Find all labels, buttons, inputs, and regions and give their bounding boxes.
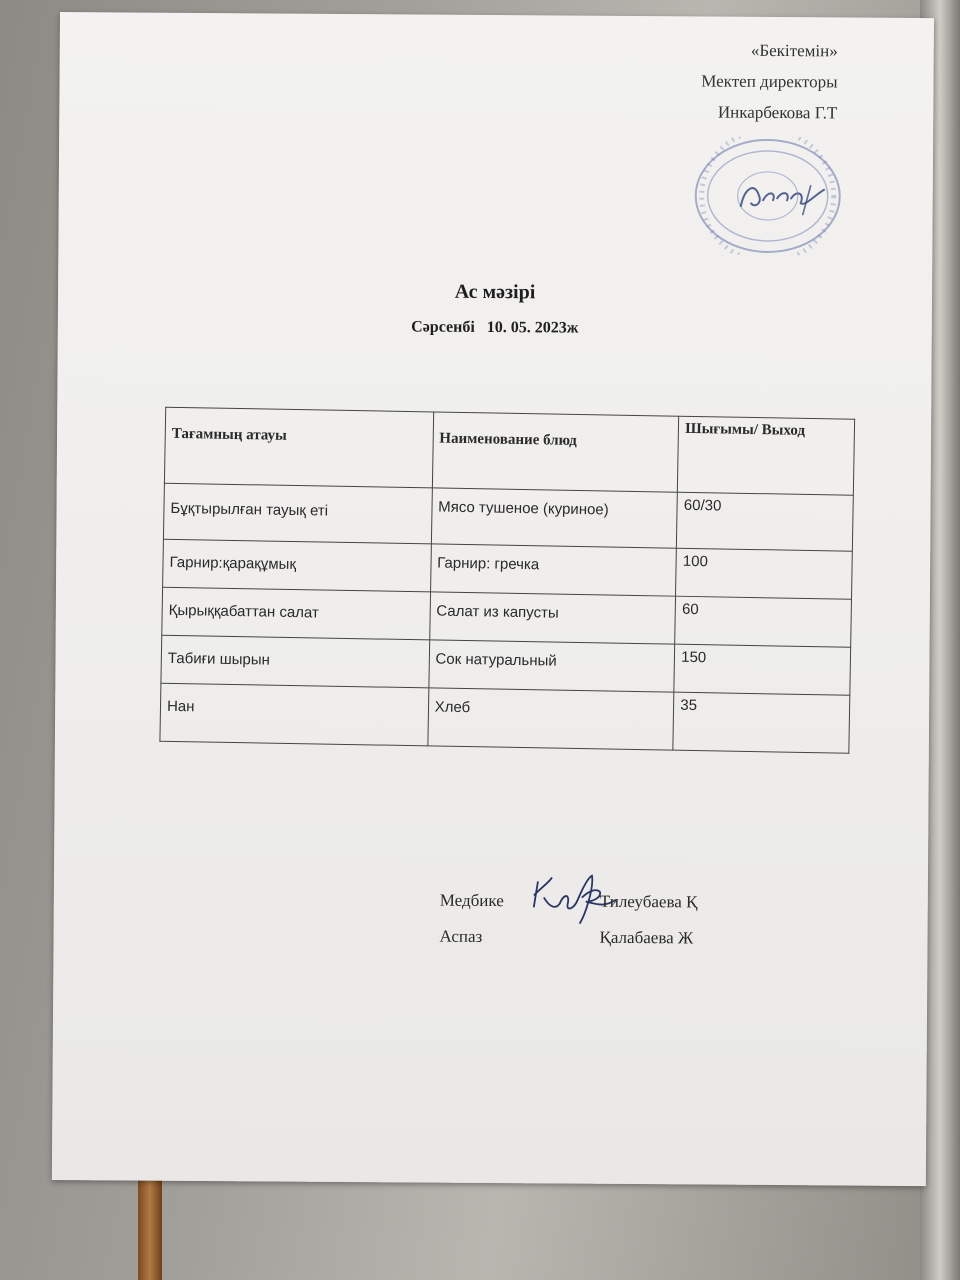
director-name: Инкарбекова Г.Т <box>717 102 838 123</box>
dish-yield: 60 <box>675 596 852 647</box>
approval-block <box>537 33 838 128</box>
column-header-kz: Тағамның атауы <box>164 407 433 488</box>
menu-date-line <box>58 316 932 340</box>
table-header-row <box>164 407 854 495</box>
dish-yield: 100 <box>676 548 853 599</box>
director-position: Мектеп директоры <box>701 71 838 92</box>
table-wood-edge <box>138 1180 162 1280</box>
dish-yield: 35 <box>673 692 850 753</box>
menu-document <box>52 12 934 1186</box>
menu-date: 10. 05. 2023ж <box>486 318 579 337</box>
dish-name-ru: Салат из капусты <box>429 592 675 644</box>
dish-name-kz: Бұқтырылған тауық еті <box>163 483 432 544</box>
column-header-ru: Наименование блюд <box>432 412 679 492</box>
menu-table <box>159 407 855 754</box>
cook-role: Аспаз <box>439 926 483 946</box>
cook-name: Қалабаева Ж <box>599 927 694 948</box>
dish-yield: 60/30 <box>677 492 854 551</box>
dish-name-ru: Гарнир: гречка <box>430 544 676 596</box>
page-title: Ас мәзірі <box>454 280 536 304</box>
weekday: Сәрсенбі <box>411 318 475 336</box>
approval-label: «Бекітемін» <box>750 40 838 61</box>
dish-name-kz: Табиғи шырын <box>161 635 429 688</box>
column-header-yield: Шығымы/ Выход <box>678 416 855 495</box>
nurse-name: Тилеубаева Қ <box>599 891 698 912</box>
dish-name-kz: Гарнир:қарақұмық <box>163 539 431 592</box>
nurse-role: Медбике <box>439 890 504 911</box>
signature-block <box>439 883 698 955</box>
dish-yield: 150 <box>674 644 851 695</box>
dish-name-kz: Қырыққабаттан салат <box>162 587 430 640</box>
table-row <box>160 683 850 753</box>
school-stamp-icon <box>692 136 843 255</box>
dish-name-kz: Нан <box>160 683 429 746</box>
dish-name-ru: Хлеб <box>427 688 674 750</box>
dish-name-ru: Мясо тушеное (куриное) <box>431 488 678 548</box>
dish-name-ru: Сок натуральный <box>429 640 675 692</box>
